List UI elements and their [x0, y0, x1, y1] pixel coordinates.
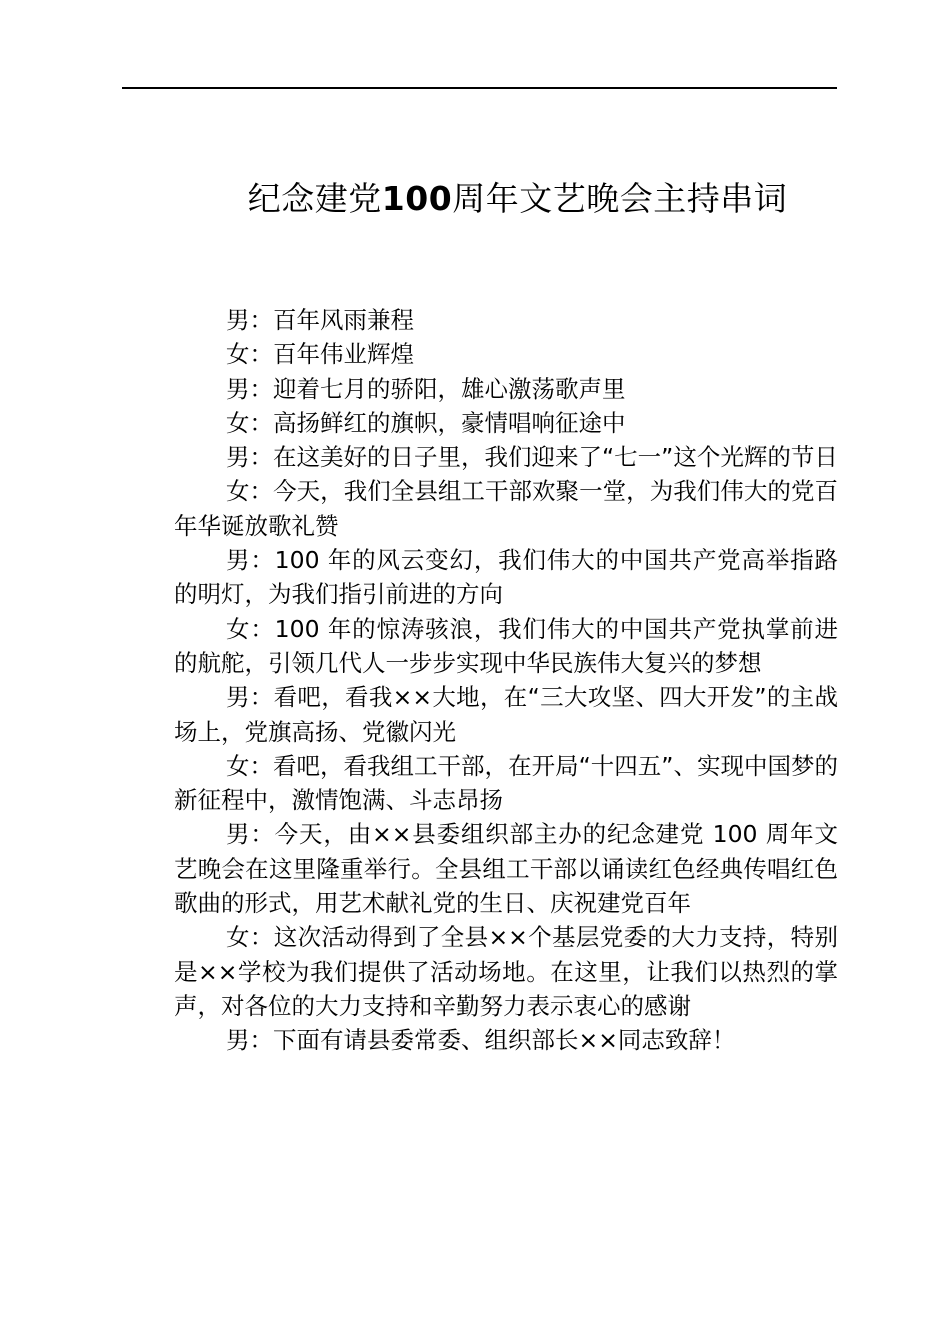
script-line: 男：百年风雨兼程 — [226, 306, 414, 334]
title-prefix: 纪念建党 — [247, 179, 382, 218]
script-line: 女：看吧，看我组工干部，在开局“十四五”、实现中国梦的新征程中，激情饱满、斗志昂扬 — [174, 751, 838, 815]
script-line: 女：这次活动得到了全县××个基层党委的大力支持，特别是××学校为我们提供了活动场地。在这里，让我们以热烈的掌声，对各位的大力支持和辛勤努力表示衷心的感谢 — [174, 923, 838, 1020]
script-line: 男：今天，由××县委组织部主办的纪念建党 100 周年文艺晚会在这里隆重举行。全县组工干部以诵读红色经典传唱红色歌曲的形式，用艺术献礼党的生日、庆祝建党百年 — [174, 820, 838, 918]
script-line: 男：迎着七月的骄阳，雄心激荡歌声里 — [226, 374, 626, 403]
script-body — [174, 303, 838, 1058]
header-rule — [122, 87, 837, 89]
script-line: 男：看吧，看我××大地，在“三大攻坚、四大开发”的主战场上，党旗高扬、党徽闪光 — [174, 683, 838, 746]
document-title — [122, 174, 913, 224]
script-line: 男：在这美好的日子里，我们迎来了“七一”这个光辉的节日 — [226, 443, 838, 472]
script-line: 女：今天，我们全县组工干部欢聚一堂，为我们伟大的党百年华诞放歌礼赞 — [174, 477, 838, 540]
title-suffix: 周年文艺晚会主持串词 — [452, 179, 788, 218]
script-line: 男：下面有请县委常委、组织部长××同志致辞！ — [226, 1026, 736, 1055]
script-line: 女：高扬鲜红的旗帜，豪情唱响征途中 — [226, 408, 626, 437]
title-number: 100 — [381, 179, 453, 218]
script-line: 女：百年伟业辉煌 — [226, 340, 414, 369]
script-line: 男：100 年的风云变幻，我们伟大的中国共产党高举指路的明灯，为我们指引前进的方向 — [174, 546, 838, 609]
script-line: 女：100 年的惊涛骇浪，我们伟大的中国共产党执掌前进的航舵，引领几代人一步步实现中华民族伟大复兴的梦想 — [174, 614, 838, 677]
